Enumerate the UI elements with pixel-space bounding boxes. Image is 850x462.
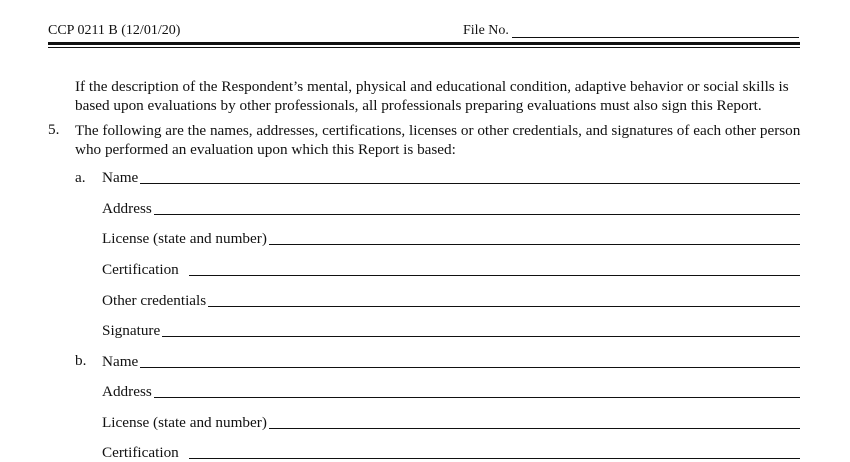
evaluator-a-name-row bbox=[102, 167, 800, 187]
certification-label: Certification bbox=[102, 444, 179, 461]
evaluator-b-certification-row bbox=[102, 442, 800, 462]
evaluator-b-license-row bbox=[102, 412, 800, 432]
license-label: License (state and number) bbox=[102, 414, 267, 431]
signature-field[interactable] bbox=[162, 335, 800, 337]
license-field[interactable] bbox=[269, 243, 800, 245]
license-field[interactable] bbox=[269, 427, 800, 429]
file-no-field[interactable] bbox=[512, 37, 799, 38]
item5-line: The following are the names, addresses, certifications, licenses or other credentials, and signatures of each other person bbox=[75, 122, 801, 139]
evaluator-b-name-row bbox=[102, 351, 800, 371]
header-thin-rule bbox=[48, 47, 800, 48]
name-label: Name bbox=[102, 353, 139, 370]
license-label: License (state and number) bbox=[102, 230, 267, 247]
evaluator-b-letter: b. bbox=[75, 352, 87, 369]
file-no-label: File No. bbox=[463, 23, 509, 38]
name-field[interactable] bbox=[140, 366, 800, 368]
item5-line: who performed an evaluation upon which this Report is based: bbox=[75, 141, 456, 158]
evaluator-a-signature-row bbox=[102, 320, 800, 340]
name-field[interactable] bbox=[140, 182, 800, 184]
address-label: Address bbox=[102, 383, 152, 400]
name-label: Name bbox=[102, 169, 139, 186]
form-id: CCP 0211 B (12/01/20) bbox=[48, 23, 181, 38]
evaluator-a-address-row bbox=[102, 198, 800, 218]
other-credentials-label: Other credentials bbox=[102, 292, 207, 309]
evaluator-b-address-row bbox=[102, 381, 800, 401]
certification-field[interactable] bbox=[189, 274, 800, 276]
item-number: 5. bbox=[48, 121, 60, 138]
address-label: Address bbox=[102, 200, 152, 217]
paragraph-line: If the description of the Respondent’s mental, physical and educational condition, adaptive behavior or social skills is bbox=[75, 78, 789, 95]
paragraph-line: based upon evaluations by other professionals, all professionals preparing evaluations must also sign this Report. bbox=[75, 97, 762, 114]
address-field[interactable] bbox=[154, 213, 800, 215]
certification-label: Certification bbox=[102, 261, 179, 278]
other-credentials-field[interactable] bbox=[208, 305, 800, 307]
evaluations-paragraph bbox=[75, 77, 789, 115]
evaluator-a-letter: a. bbox=[75, 169, 86, 186]
signature-label: Signature bbox=[102, 322, 161, 339]
evaluator-a-certification-row bbox=[102, 259, 800, 279]
item5-text bbox=[75, 121, 800, 159]
certification-field[interactable] bbox=[189, 457, 800, 459]
evaluator-a-other-credentials-row bbox=[102, 290, 800, 310]
address-field[interactable] bbox=[154, 396, 800, 398]
header-thick-rule bbox=[48, 42, 800, 45]
evaluator-a-license-row bbox=[102, 228, 800, 248]
